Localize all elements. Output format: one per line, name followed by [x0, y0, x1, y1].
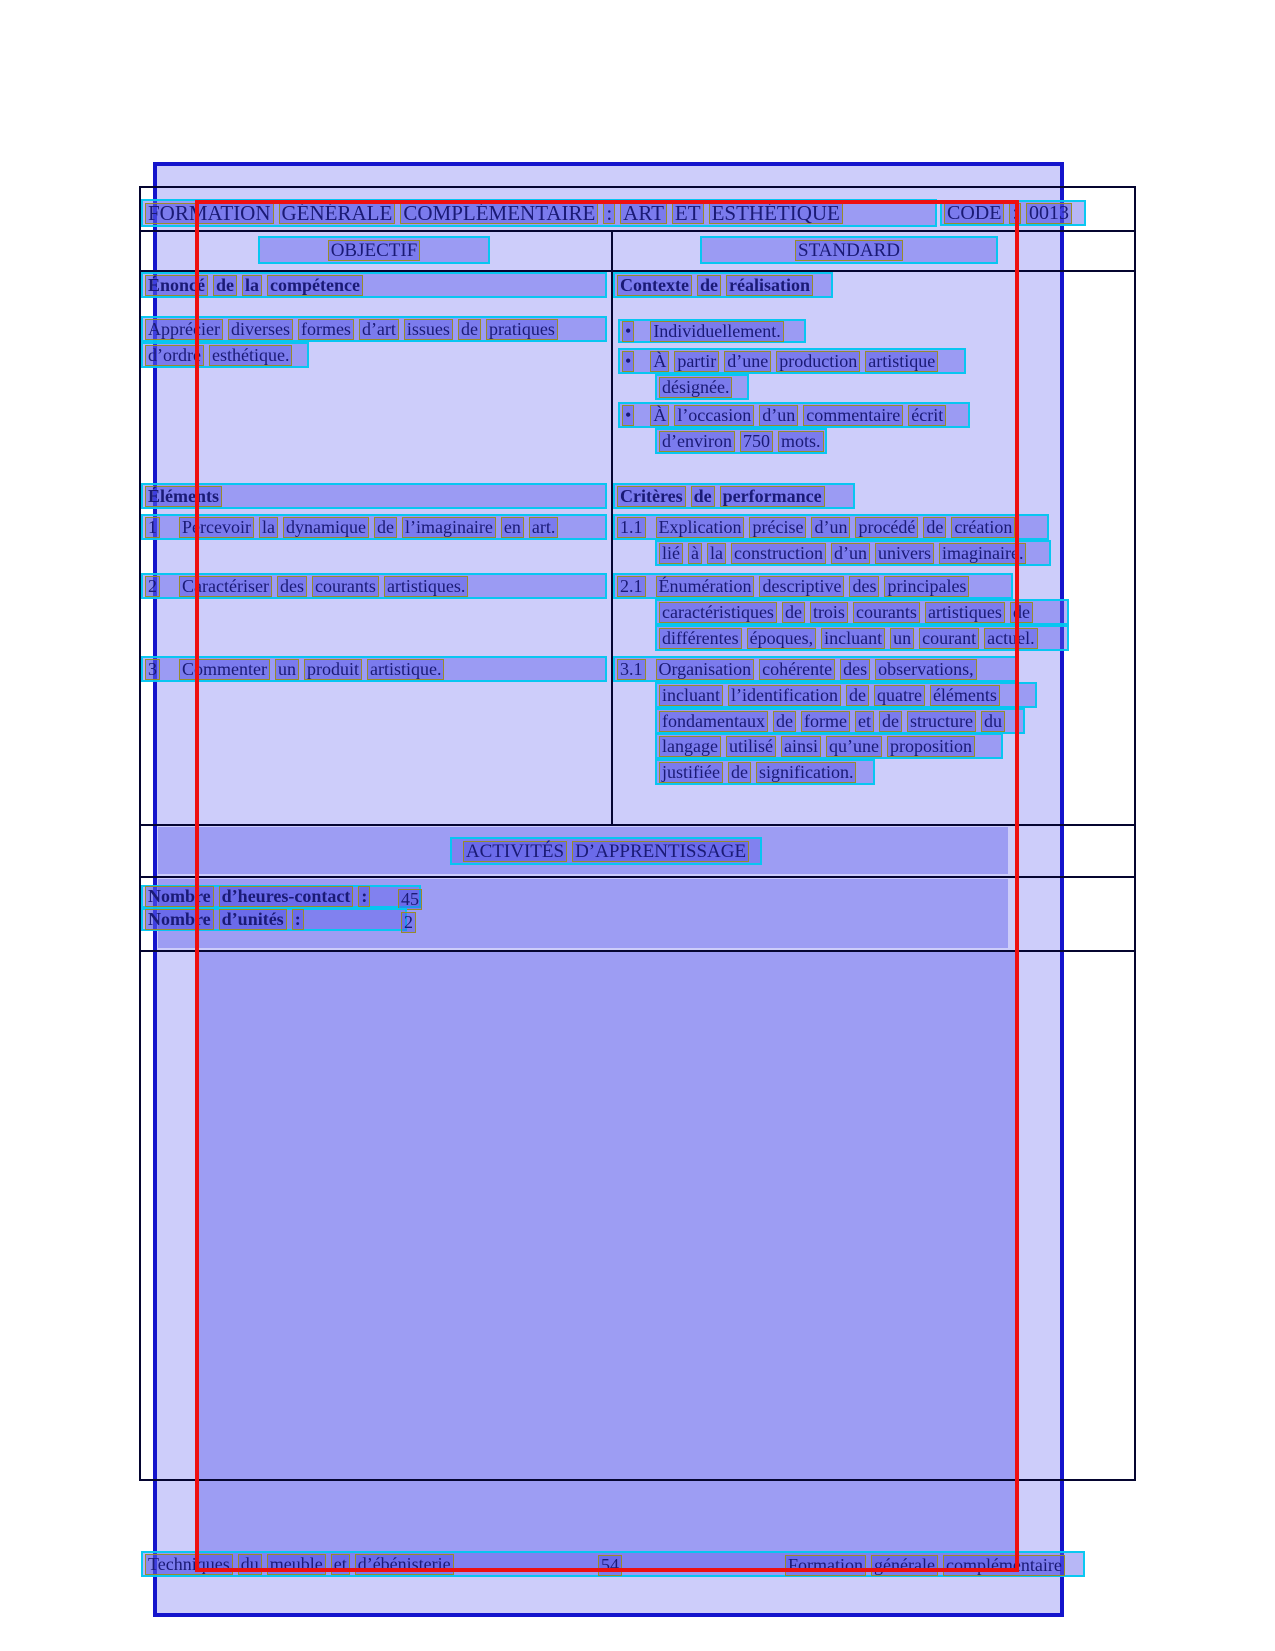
word-box: de [773, 711, 796, 732]
word-box: langage [659, 736, 721, 757]
word-box: de [846, 685, 869, 706]
critere-number: 3.1 [617, 659, 646, 680]
word-box: de [923, 517, 946, 538]
word-box: structure [907, 711, 976, 732]
word-box: partir [674, 351, 719, 372]
word-box: à [688, 543, 702, 564]
word-box: Contexte [617, 275, 692, 296]
critere-number: 2.1 [617, 576, 646, 597]
word-box: procédé [855, 517, 918, 538]
element-number: 3 [145, 659, 160, 680]
word-box: création [951, 517, 1015, 538]
word-box: meuble [267, 1554, 326, 1575]
word-box: de [782, 602, 805, 623]
word-box: Organisation [656, 659, 755, 680]
table-border-left [139, 186, 141, 1481]
word-box: courants [312, 576, 379, 597]
bullet-icon: • [622, 405, 634, 426]
word-box: du [981, 711, 1005, 732]
word-box: Caractériser [179, 576, 272, 597]
word-box: formes [298, 319, 354, 340]
word-box: de [728, 762, 751, 783]
word-box: À [650, 351, 669, 372]
word-box: descriptive [759, 576, 844, 597]
word-box: artistiques [925, 602, 1005, 623]
word-box: cohérente [759, 659, 835, 680]
word-box: artistique. [367, 659, 444, 680]
word-box: Percevoir [179, 517, 254, 538]
word-box: de [697, 275, 721, 296]
word-box: de [691, 486, 715, 507]
word-box: éléments [930, 685, 1000, 706]
word-box: de [458, 319, 481, 340]
word-box: construction [731, 543, 826, 564]
word-box: quatre [874, 685, 925, 706]
word-box: D’APPRENTISSAGE [572, 841, 749, 862]
word-box: de [374, 517, 397, 538]
word-box: artistiques. [384, 576, 469, 597]
word-box: ET [672, 203, 704, 224]
word-box: écrit [908, 405, 946, 426]
word-box: forme [801, 711, 850, 732]
word-box: diverses [228, 319, 293, 340]
word-box: d’environ [659, 431, 735, 452]
word-box: COMPLÉMENTAIRE [400, 203, 598, 224]
word-box: ART [620, 203, 667, 224]
word-box: d’art [359, 319, 399, 340]
word-box: et [855, 711, 874, 732]
word-box: complémentaire [943, 1555, 1065, 1576]
element-number: 2 [145, 576, 160, 597]
word-box: et [331, 1554, 350, 1575]
word-box: lié [659, 543, 683, 564]
word-box: époques, [747, 628, 816, 649]
word-box: d’heures-contact [219, 886, 354, 907]
word-box: : [292, 909, 304, 930]
word-box: l’imaginaire [402, 517, 496, 538]
word-box: de [879, 711, 902, 732]
word-box: signification. [756, 762, 856, 783]
word-box: Explication [656, 517, 745, 538]
table-border-right [1134, 186, 1136, 1481]
word-box: des [849, 576, 879, 597]
word-box: Techniques [145, 1554, 233, 1575]
word-box: STANDARD [795, 240, 903, 261]
word-box: justifiée [659, 762, 723, 783]
word-box: CODE [944, 203, 1004, 224]
word-box: d’une [724, 351, 771, 372]
word-box: : [358, 886, 370, 907]
word-box: Éléments [145, 486, 222, 507]
word-box: en [501, 517, 524, 538]
word-box: la [242, 275, 262, 296]
focus-bounding-box [195, 200, 1019, 1572]
word-box: précise [749, 517, 806, 538]
word-box: réalisation [726, 275, 813, 296]
word-box: de [213, 275, 237, 296]
word-box: courants [853, 602, 920, 623]
word-box: qu’une [826, 736, 882, 757]
word-box: production [776, 351, 860, 372]
word-box: la [259, 517, 278, 538]
word-box: d’un [811, 517, 850, 538]
word-box: un [890, 628, 914, 649]
word-box: actuel. [984, 628, 1037, 649]
word-box: la [707, 543, 726, 564]
word-box: Énumération [656, 576, 755, 597]
word-box: l’identification [728, 685, 841, 706]
word-box: À [650, 405, 669, 426]
word-box: commentaire [803, 405, 903, 426]
word-box: d’un [759, 405, 798, 426]
word-box: trois [810, 602, 848, 623]
word-box: Individuellement. [650, 321, 783, 342]
word-box: proposition [887, 736, 975, 757]
word-box: ainsi [781, 736, 821, 757]
word-box: pratiques [486, 319, 558, 340]
word-box: univers [875, 543, 934, 564]
word-box: esthétique. [209, 345, 292, 366]
word-box: générale [871, 1555, 938, 1576]
word-box: utilisé [726, 736, 776, 757]
word-box: caractéristiques [659, 602, 777, 623]
word-box: Critères [617, 486, 686, 507]
word-box: désignée. [659, 377, 732, 398]
word-box: incluant [821, 628, 885, 649]
word-box: 750 [740, 431, 773, 452]
word-box: produit [304, 659, 362, 680]
hours-value: 45 [398, 889, 422, 910]
bullet-icon: • [622, 321, 634, 342]
word-box: GÉNÉRALE [279, 203, 396, 224]
word-box: 0013 [1026, 203, 1072, 224]
word-box: compétence [267, 275, 363, 296]
word-box: Nombre [145, 886, 214, 907]
units-value: 2 [401, 912, 416, 933]
word-box: : [1009, 203, 1021, 224]
word-box: d’ébénisterie [355, 1554, 454, 1575]
word-box: issues [404, 319, 453, 340]
word-box: : [603, 203, 615, 224]
word-box: d’un [831, 543, 870, 564]
word-box: l’occasion [674, 405, 754, 426]
word-box: FORMATION [145, 203, 274, 224]
word-box: Formation [785, 1555, 866, 1576]
footer-page-number: 54 [598, 1555, 622, 1576]
word-box: un [275, 659, 299, 680]
word-box: fondamentaux [659, 711, 768, 732]
word-box: Énoncé [145, 275, 208, 296]
word-box: ACTIVITÉS [463, 841, 567, 862]
word-box: d’ordre [145, 345, 204, 366]
word-box: artistique [865, 351, 938, 372]
element-number: 1 [145, 517, 160, 538]
word-box: principales [884, 576, 969, 597]
word-box: Nombre [145, 909, 214, 930]
word-box: des [277, 576, 307, 597]
word-box: imaginaire. [939, 543, 1026, 564]
word-box: performance [720, 486, 825, 507]
word-box: des [840, 659, 870, 680]
word-box: OBJECTIF [328, 240, 421, 261]
word-box: ESTHÉTIQUE [709, 203, 843, 224]
word-box: du [238, 1554, 262, 1575]
word-box: de [1010, 602, 1033, 623]
word-box: Commenter [179, 659, 270, 680]
word-box: d’unités [219, 909, 287, 930]
word-box: Apprécier [145, 319, 223, 340]
word-box: différentes [659, 628, 742, 649]
word-box: courant [919, 628, 979, 649]
table-border-top [139, 186, 1136, 188]
word-box: observations, [875, 659, 976, 680]
word-box: mots. [778, 431, 824, 452]
critere-number: 1.1 [617, 517, 646, 538]
word-box: art. [529, 517, 558, 538]
word-box: incluant [659, 685, 723, 706]
word-box: dynamique [283, 517, 369, 538]
bullet-icon: • [622, 351, 634, 372]
